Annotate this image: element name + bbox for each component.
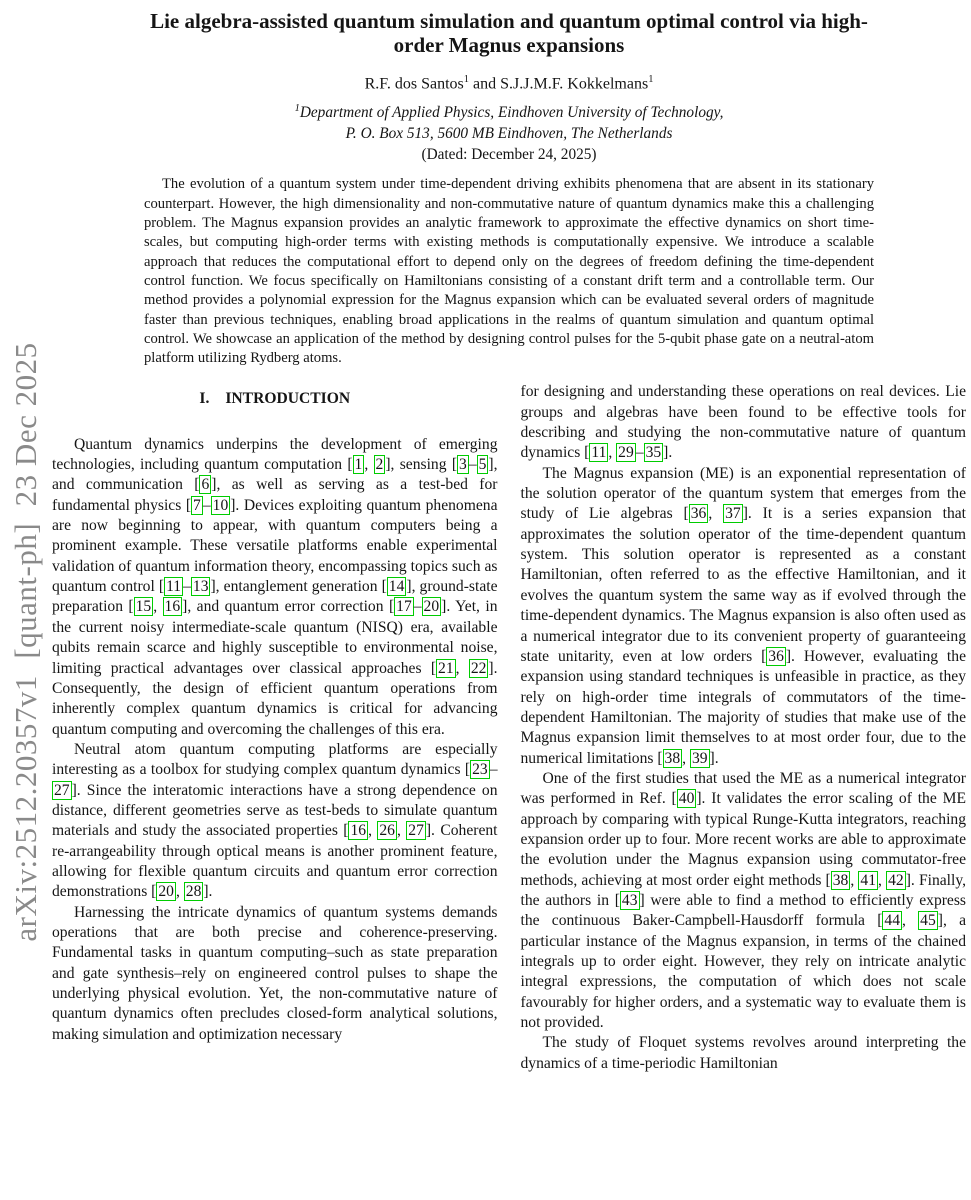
citation-link[interactable]: 43 xyxy=(621,891,638,909)
citation-link[interactable]: 5 xyxy=(478,456,487,474)
citation-link[interactable]: 11 xyxy=(166,578,182,596)
citation-link[interactable]: 14 xyxy=(388,578,405,596)
author-name: S.J.J.M.F. Kokkelmans xyxy=(500,75,649,93)
paragraph: Harnessing the intricate dynamics of quantum systems demands operations that are both precise and coherence-preserving. Fundamental tasks in quantum computing–such as state preparation and gate synthesis–rely on engineered control pulses to shape the underlying physical evolution. Yet, the non-commutative nature of quantum dynamics often precludes closed-form analytical solutions, making simulation and optimization necessary xyxy=(52,903,498,1043)
citation-link[interactable]: 20 xyxy=(423,598,440,616)
citation-link[interactable]: 44 xyxy=(884,912,900,930)
section-number: I. xyxy=(199,390,210,408)
affiliation-line: P. O. Box 513, 5600 MB Eindhoven, The Netherlands xyxy=(345,125,673,143)
paragraph: for designing and understanding these operations on real devices. Lie groups and algebras have been found to be effective tools for describing and studying the non-commutative nature of quantum dynamics [ 11 , 29 – 35 ]. xyxy=(520,383,966,462)
citation-link[interactable]: 41 xyxy=(860,871,877,889)
citation-link[interactable]: 10 xyxy=(212,496,229,514)
affiliation-mark: 1 xyxy=(294,103,300,115)
citation-link[interactable]: 17 xyxy=(396,598,412,616)
citation-link[interactable]: 29 xyxy=(618,444,634,462)
citation-link[interactable]: 28 xyxy=(185,883,202,901)
citation-link[interactable]: 16 xyxy=(164,598,181,616)
paper-content xyxy=(52,0,966,1074)
paragraph: Neutral atom quantum computing platforms are especially interesting as a toolbox for studying complex quantum dynamics [ 23 –27 ]. Since the interatomic interactions have a strong dependence on distance, different geometries serve as test-beds to simulate quantum materials and study the associated properties [ 16 , 26 , 27 ]. Coherent re-arrangeability through optical means is another prominent feature, allowing for flexible quantum circuits and quantum error correction demonstrations [ 20 , 28 ]. xyxy=(52,740,498,901)
citation-link[interactable]: 1 xyxy=(354,456,363,474)
citation-link[interactable]: 38 xyxy=(664,749,681,767)
citation-link[interactable]: 27 xyxy=(54,781,70,799)
citation-link[interactable]: 16 xyxy=(350,822,367,840)
citation-link[interactable]: 45 xyxy=(920,912,936,930)
author-separator: and xyxy=(469,75,501,93)
two-column-body xyxy=(52,382,966,1074)
citation-link[interactable]: 13 xyxy=(192,578,209,596)
affiliation xyxy=(52,98,966,144)
citation-link[interactable]: 27 xyxy=(408,822,424,840)
citation-link[interactable]: 20 xyxy=(158,883,174,901)
abstract-text: The evolution of a quantum system under time-dependent driving exhibits phenomena that are absent in its stationary counterpart. However, the high dimensionality and non-commutative nature of quantum dynamics make this a challenging problem. The Magnus expansion provides an analytic framework to approximate the effective dynamics on short time-scales, but computing high-order terms with existing methods is computationally expensive. We introduce a scalable approach that reduces the computational effort to depend only on the degrees of freedom defining the time-dependent control function. We focus specifically on Hamiltonians consisting of a constant drift term and a controllable term. Our method provides a polynomial expression for the Magnus expansion which can be evaluated several orders of magnitude faster than previous techniques, enabling broad applications in the realms of quantum simulation and quantum optimal control. We showcase an application of the method by designing control pulses for the 5-qubit phase gate on a neutral-atom platform utilizing Rydberg atoms. xyxy=(144,176,874,367)
citation-link[interactable]: 21 xyxy=(438,659,454,677)
citation-link[interactable]: 40 xyxy=(678,790,695,808)
author-line xyxy=(52,74,966,93)
paragraph: Quantum dynamics underpins the development of emerging technologies, including quantum computation [ 1 , 2 ], sensing [ 3 – 5 ], and communication [ 6 ], as well as serving as a test-bed for fundamental physics [ 7 – 10 ]. Devices exploiting quantum phenomena are now beginning to appear, with quantum computers being a prominent example. These versatile platforms enable experimental validation of quantum information theory, encompassing topics such as quantum control [ 11 – 13 ], entanglement generation [ 14 ], ground-state preparation [ 15 , 16 ], and quantum error correction [ 17 – 20 ]. Yet, in the current noisy intermediate-scale quantum (NISQ) era, available qubits remain scarce and highly susceptible to environmental noise, limiting practical advantages over classical approaches [ 21 , 22 ]. Consequently, the design of efficient quantum operations from inherently complex quantum dynamics is critical for advancing quantum computing and overcoming the challenges of this era. xyxy=(52,435,498,738)
citation-link[interactable]: 36 xyxy=(690,505,707,523)
paragraph: The Magnus expansion (ME) is an exponential representation of the solution operator of the quantum system that emerges from the study of Lie algebras [ 36 , 37 ]. It is a series expansion that approximates the solution operator of the time-dependent quantum system. This solution operator is represented as a constant Hamiltonian, often referred to as the effective Hamiltonian, and it evolves the quantum system the same way as if evolved through the time-dependent dynamics. The Magnus expansion is also often used as a numerical integrator due to its convenient property of guaranteeing state unitarity, even at low orders [ 36 ]. However, evaluating the expansion using standard techniques is unfeasible in practice, as they rely on high-order time integrals of commutators of the time-dependent Hamiltonian. The majority of studies that make use of the Magnus expansion limit themselves to at most order four, due to the numerical limitations [ 38 , 39 ]. xyxy=(520,464,966,767)
page-title: Lie algebra-assisted quantum simulation and quantum optimal control via high-order Magnus expansions xyxy=(150,9,868,57)
section-heading xyxy=(52,389,498,409)
paragraph: The study of Floquet systems revolves around interpreting the dynamics of a time-periodic Hamiltonian xyxy=(520,1034,966,1072)
section-title: INTRODUCTION xyxy=(225,390,351,408)
author-affil-mark: 1 xyxy=(463,74,469,85)
abstract xyxy=(144,175,874,368)
citation-link[interactable]: 35 xyxy=(645,444,662,462)
citation-link[interactable]: 36 xyxy=(768,647,784,665)
citation-link[interactable]: 42 xyxy=(888,871,904,889)
citation-link[interactable]: 11 xyxy=(591,444,607,462)
citation-link[interactable]: 7 xyxy=(193,496,201,514)
citation-link[interactable]: 37 xyxy=(725,505,741,523)
citation-link[interactable]: 39 xyxy=(691,749,708,767)
left-column xyxy=(52,382,498,1074)
citation-link[interactable]: 23 xyxy=(472,761,488,779)
citation-link[interactable]: 22 xyxy=(470,659,487,677)
citation-link[interactable]: 3 xyxy=(459,456,467,474)
author-name: R.F. dos Santos xyxy=(364,75,464,93)
citation-link[interactable]: 26 xyxy=(379,822,395,840)
arxiv-watermark: arXiv:2512.20357v1 [quant-ph] 23 Dec 2025 xyxy=(8,342,43,942)
paragraph: One of the first studies that used the ME as a numerical integrator was performed in Ref. [ 40 ]. It validates the error scaling of the ME approach by comparing with typical Runge-Kutta integrators, reaching expansion order up to four. More recent works are able to approximate the evolution under the Magnus expansion using commutator-free methods, achieving at most order eight methods [ 38 , 41 , 42 ]. Finally, the authors in [ 43 ] were able to find a method to efficiently express the continuous Baker-Campbell-Hausdorff formula [ 44 , 45 ], a particular instance of the Magnus expansion, in terms of the chained integrals up to order eight. However, they rely on intricate analytic integral expressions, the computation of which does not scale favourably for higher orders, and a systematic way to evaluate them is not provided. xyxy=(520,769,967,1032)
citation-link[interactable]: 15 xyxy=(135,598,152,616)
right-column xyxy=(521,382,967,1074)
citation-link[interactable]: 38 xyxy=(832,871,849,889)
citation-link[interactable]: 2 xyxy=(375,456,384,474)
affiliation-line: $^1$Department of Applied Physics, Eindhoven University of Technology, xyxy=(294,103,724,122)
author-affil-mark: 1 xyxy=(648,74,654,85)
citation-link[interactable]: 6 xyxy=(201,476,210,494)
dateline: (Dated: December 24, 2025) xyxy=(421,146,597,164)
